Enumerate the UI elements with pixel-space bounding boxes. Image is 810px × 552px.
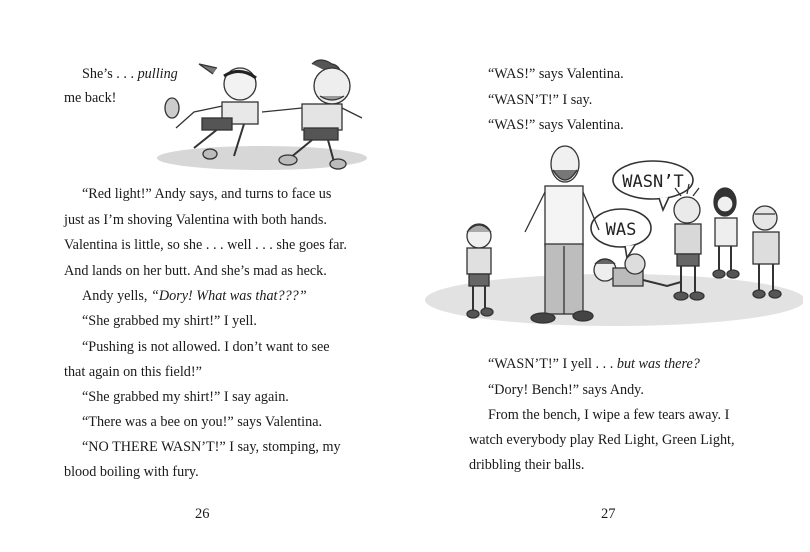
text-line: “WASN’T!” I yell . . . but was there? [488,356,700,372]
text-line: “Red light!” Andy says, and turns to face us [82,186,332,202]
text-line: watch everybody play Red Light, Green Light, [469,432,735,448]
text-line: Andy yells, “Dory! What was that???” [82,288,307,304]
text-line: “She grabbed my shirt!” I yell. [82,313,257,329]
text-line: “WAS!” says Valentina. [488,117,624,133]
text-line: “There was a bee on you!” says Valentina. [82,414,323,430]
text-line: that again on this field!” [64,364,202,380]
text-line: “WASN’T!” I say. [488,92,593,108]
text-line: dribbling their balls. [469,457,585,473]
page-number: 27 [601,506,616,522]
coach-and-kids-illustration [415,140,803,335]
right-page [405,0,810,552]
text-line: “NO THERE WASN’T!” I say, stomping, my [82,439,341,455]
bubble-text-wasnt: WASN’T [622,172,684,192]
text-line: From the bench, I wipe a few tears away. I [488,407,730,423]
text-line: just as I’m shoving Valentina with both hands. [64,212,327,228]
speech-bubble-was [591,209,651,258]
text-line: And lands on her butt. And she’s mad as heck. [64,263,327,279]
text-line: She’s . . . pulling [82,66,178,82]
girls-running-illustration [152,56,374,174]
text-line: me back! [64,90,117,106]
text-line: blood boiling with fury. [64,464,199,480]
text-line: Valentina is little, so she . . . well . . . she goes far. [64,237,347,253]
text-line: “She grabbed my shirt!” I say again. [82,389,289,405]
text-line: “Pushing is not allowed. I don’t want to see [82,339,330,355]
bubble-text-was: WAS [605,220,637,240]
text-line: “WAS!” says Valentina. [488,66,624,82]
text-line: “Dory! Bench!” says Andy. [488,382,644,398]
page-number: 26 [195,506,210,522]
